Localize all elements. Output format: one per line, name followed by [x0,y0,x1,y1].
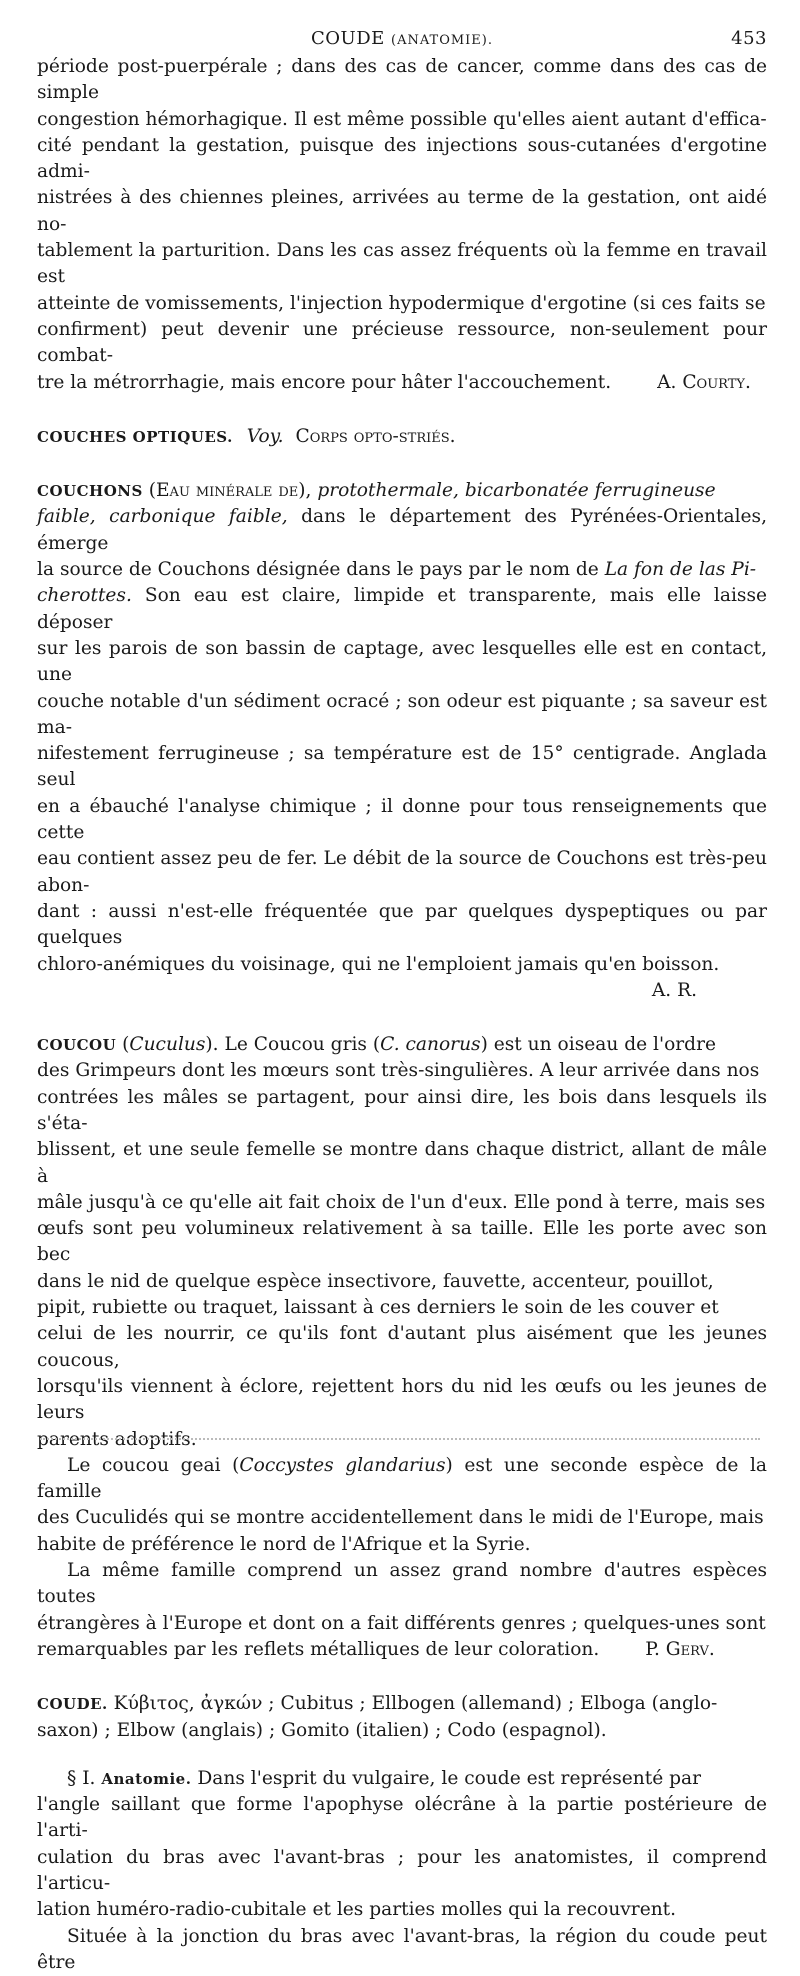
text-line: lation huméro-radio-cubitale et les parties molles qui la recouvrent. [37,1899,677,1921]
text-line: dant : aussi n'est-elle fréquentée que par quelques dyspeptiques ou par quelques [37,900,767,949]
punctuation: ( [122,1034,130,1056]
text-italic: faible, carbonique faible, [37,506,288,528]
author-signature: P. Gerv. [645,1638,715,1660]
text-line: celui de les nourrir, ce qu'ils font d'autant plus aisément que les jeunes coucous, [37,1323,767,1371]
greek-terms: Κύβιτος, ἀγκών ; [113,1693,275,1715]
text-line [37,370,767,396]
text-line-content: la source de Couchons désignée dans le pays par le nom de [37,559,599,581]
spacer [37,1004,767,1032]
entry-headword: COUCHONS [37,482,143,501]
entry-headword: COUCOU [37,1036,117,1055]
text-line [37,1637,767,1663]
spacer [37,450,767,478]
text-line-content: Son eau est claire, limpide et transparente, mais elle laisse déposer [37,585,767,633]
entry-coucou [37,1032,767,1663]
text-line: dans le nid de quelque espèce insectivore, fauvette, accenteur, pouillot, [37,1270,714,1292]
spacer [37,1663,767,1691]
author-signature: A. R. [651,979,697,1001]
text-italic: La fon de las Pi- [604,559,757,581]
text-line [37,1032,767,1058]
running-header [37,28,767,54]
entry-headword: COUCHES OPTIQUES. [37,427,233,446]
text-line: atteinte de vomissements, l'injection hypodermique d'ergotine (si ces faits se [37,292,766,314]
text-italic: Cuculus [129,1034,206,1056]
text-line: étrangères à l'Europe et dont on a fait différents genres ; quelques-unes sont [37,1612,766,1634]
text-line: contrées les mâles se partagent, pour ainsi dire, les bois dans lesquels ils s'éta- [37,1086,767,1134]
punctuation: ). [205,1034,219,1056]
author-signature: A. Courty. [657,371,751,393]
text-line-content: dans le département des Pyrénées-Orientales, émerge [37,506,767,554]
page-number: 453 [731,28,767,49]
text-italic: protothermale, bicarbonatée ferrugineuse [317,480,716,502]
text-line [37,1453,767,1506]
text-line: chloro-anémiques du voisinage, qui ne l'emploient jamais qu'en boisson. [37,953,720,975]
text-line: œufs sont peu volumineux relativement à sa taille. Elle les porte avec son bec [37,1218,767,1266]
text-line-content: Cubitus ; Ellbogen (allemand) ; Elboga (anglo- [280,1693,718,1715]
text-line-content: ) est une seconde espèce de la famille [37,1454,767,1503]
spacer [37,396,767,424]
text-line [37,583,767,636]
section-title: Anatomie. [101,1769,192,1788]
text-line: cité pendant la gestation, puisque des injections sous-cutanées d'ergotine admi- [37,134,767,183]
text-line: mâle jusqu'à ce qu'elle ait fait choix de l'un d'eux. Elle pond à terre, mais ses [37,1191,766,1213]
entry-coude [37,1691,767,1976]
text-line: en a ébauché l'analyse chimique ; il donne pour tous renseignements que cette [37,795,767,844]
text-line: période post-puerpérale ; dans des cas de cancer, comme dans des cas de simple [37,56,767,104]
text-line: couche notable d'un sédiment ocracé ; son odeur est piquante ; sa saveur est ma- [37,690,767,738]
text-line [37,1766,767,1792]
entry-couchons [37,478,767,1004]
text-line: nistrées à des chiennes pleines, arrivées au terme de la gestation, ont aidé no- [37,187,767,235]
header-title-sub: (ANATOMIE). [391,33,493,48]
scan-artifact-line [40,1438,760,1442]
entry-qualifier: (Eau minérale de), [148,480,312,502]
text-italic: cherottes. [37,585,132,607]
header-title-main: COUDE [311,28,385,49]
spacer [37,1744,767,1766]
text-line: eau contient assez peu de fer. Le débit de la source de Couchons est très-peu abon- [37,848,767,896]
text-italic: Coccystes glandarius [239,1454,446,1476]
text-line-content: Le coucou geai ( [67,1454,240,1476]
text-line: La même famille comprend un assez grand nombre d'autres espèces toutes [37,1560,767,1608]
text-line-content: Dans l'esprit du vulgaire, le coude est représenté par [197,1767,702,1789]
text-line [37,557,767,583]
text-line: sur les parois de son bassin de captage, avec lesquelles elle est en contact, une [37,637,767,686]
text-line-content: ) est un oiseau de l'ordre [480,1034,716,1056]
text-line: Située à la jonction du bras avec l'avant-bras, la région du coude peut être [37,1925,767,1973]
text-line: habite de préférence le nord de l'Afrique et la Syrie. [37,1533,531,1555]
text-line: confirment) peut devenir une précieuse ressource, non-seulement pour combat- [37,318,767,367]
text-line: blissent, et une seule femelle se montre dans chaque district, allant de mâle à [37,1139,767,1187]
text-line: lorsqu'ils viennent à éclore, rejettent hors du nid les œufs ou les jeunes de leurs [37,1375,767,1424]
text-italic: C. canorus [380,1034,481,1056]
text-line [37,478,767,504]
text-line: congestion hémorhagique. Il est même possible qu'elles aient autant d'effica- [37,108,767,130]
cross-ref-target: Corps opto-striés. [295,425,456,447]
text-line: des Grimpeurs dont les mœurs sont très-singulières. A leur arrivée dans nos [37,1060,760,1082]
entry-headword: COUDE. [37,1695,108,1714]
text-line [37,504,767,557]
text-line-content: tre la métrorrhagie, mais encore pour hâter l'accouchement. [37,371,612,393]
text-line [37,1691,767,1717]
continuation-paragraph [37,54,767,396]
text-line: saxon) ; Elbow (anglais) ; Gomito (italien) ; Codo (espagnol). [37,1719,607,1741]
text-line-content: remarquables par les reflets métalliques de leur coloration. [37,1638,600,1660]
header-title [37,28,767,49]
text-line: parents adoptifs. [37,1428,197,1450]
text-line: nifestement ferrugineuse ; sa température est de 15° centigrade. Anglada seul [37,743,767,791]
section-number: § I. [67,1767,96,1789]
text-line-content: Le Coucou gris ( [224,1034,381,1056]
text-line: des Cuculidés qui se montre accidentellement dans le midi de l'Europe, mais [37,1507,764,1529]
cross-ref-voy: Voy. [246,425,284,447]
text-line: l'angle saillant que forme l'apophyse olécrâne à la partie postérieure de l'arti- [37,1794,767,1842]
page [37,28,767,1976]
entry-couches-optiques [37,424,767,450]
text-line: tablement la parturition. Dans les cas assez fréquents où la femme en travail est [37,240,767,288]
text-line: pipit, rubiette ou traquet, laissant à ces derniers le soin de les couver et [37,1297,719,1319]
text-line: culation du bras avec l'avant-bras ; pour les anatomistes, il comprend l'articu- [37,1846,767,1894]
